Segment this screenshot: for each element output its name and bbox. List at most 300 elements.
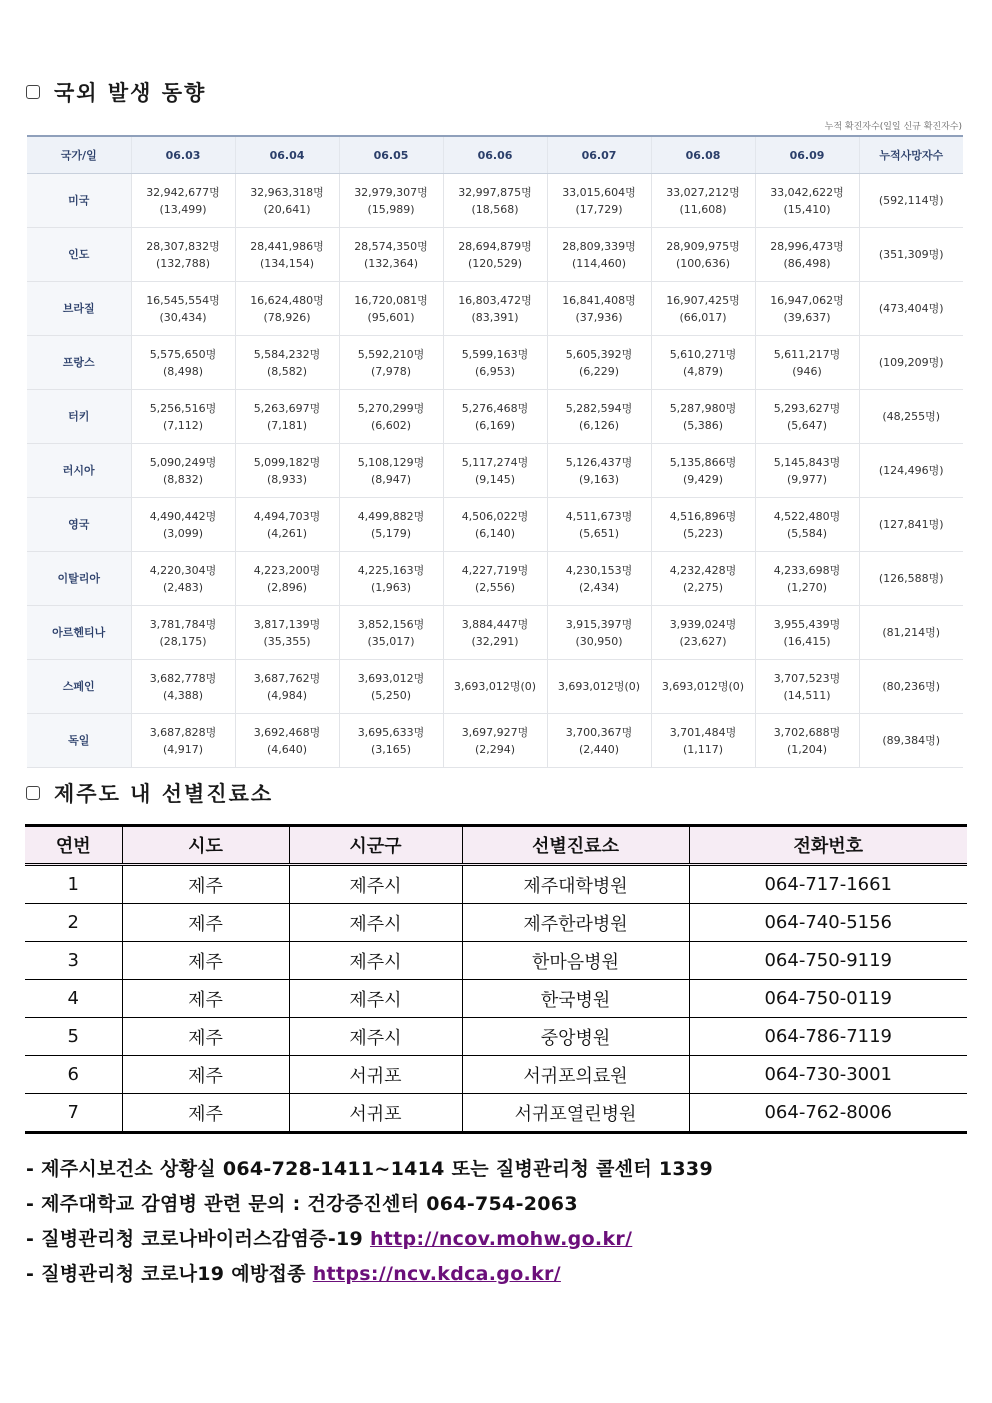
cumulative-cases: 32,979,307명 bbox=[354, 185, 428, 199]
checkbox-square-icon bbox=[26, 786, 40, 800]
case-count-cell bbox=[755, 552, 859, 606]
case-count-cell bbox=[755, 390, 859, 444]
daily-new-cases: (4,640) bbox=[266, 742, 308, 756]
cumulative-cases: 5,090,249명 bbox=[149, 455, 217, 469]
cumulative-cases: 5,610,271명 bbox=[669, 347, 737, 361]
country-name: 아르헨티나 bbox=[27, 606, 131, 660]
cumulative-cases: 16,803,472명 bbox=[458, 293, 532, 307]
daily-new-cases: (8,947) bbox=[370, 472, 412, 486]
phone-number: 064-762-8006 bbox=[689, 1094, 967, 1133]
daily-new-cases: (2,556) bbox=[474, 580, 516, 594]
cumulative-cases: 5,263,697명 bbox=[253, 401, 321, 415]
cumulative-cases: 5,270,299명 bbox=[357, 401, 425, 415]
header-date: 06.07 bbox=[547, 136, 651, 174]
table-row bbox=[27, 606, 963, 660]
daily-new-cases: (6,229) bbox=[578, 364, 620, 378]
daily-new-cases: (6,126) bbox=[578, 418, 620, 432]
cumulative-cases: 3,693,012명(0) bbox=[661, 680, 745, 693]
case-count-cell bbox=[651, 228, 755, 282]
city: 제주시 bbox=[289, 904, 462, 942]
case-count-cell bbox=[131, 174, 235, 228]
cumulative-cases: 33,027,212명 bbox=[666, 185, 740, 199]
case-count-cell bbox=[547, 390, 651, 444]
case-count-cell bbox=[443, 444, 547, 498]
case-count-cell bbox=[131, 606, 235, 660]
daily-new-cases: (32,291) bbox=[471, 634, 519, 648]
daily-new-cases: (3,099) bbox=[162, 526, 204, 540]
clinic-name: 제주한라병원 bbox=[462, 904, 689, 942]
city: 서귀포 bbox=[289, 1094, 462, 1133]
case-count-cell bbox=[443, 390, 547, 444]
daily-new-cases: (6,169) bbox=[474, 418, 516, 432]
daily-new-cases: (5,179) bbox=[370, 526, 412, 540]
daily-new-cases: (4,917) bbox=[162, 742, 204, 756]
city: 서귀포 bbox=[289, 1056, 462, 1094]
table-row bbox=[27, 174, 963, 228]
daily-new-cases: (114,460) bbox=[571, 256, 627, 270]
case-count-cell bbox=[547, 336, 651, 390]
daily-new-cases: (4,984) bbox=[266, 688, 308, 702]
cumulative-cases: 3,701,484명 bbox=[669, 725, 737, 739]
country-name: 미국 bbox=[27, 174, 131, 228]
case-count-cell bbox=[235, 282, 339, 336]
cumulative-cases: 16,841,408명 bbox=[562, 293, 636, 307]
cumulative-deaths: (126,588명) bbox=[859, 552, 963, 606]
daily-new-cases: (2,440) bbox=[578, 742, 620, 756]
cumulative-cases: 28,996,473명 bbox=[770, 239, 844, 253]
case-count-cell bbox=[131, 714, 235, 768]
daily-new-cases: (5,250) bbox=[370, 688, 412, 702]
contact-line bbox=[26, 1222, 713, 1257]
cumulative-cases: 28,694,879명 bbox=[458, 239, 532, 253]
cumulative-cases: 3,817,139명 bbox=[253, 617, 321, 631]
table-row bbox=[27, 336, 963, 390]
cumulative-cases: 3,687,828명 bbox=[149, 725, 217, 739]
cumulative-cases: 5,575,650명 bbox=[149, 347, 217, 361]
cumulative-cases: 16,720,081명 bbox=[354, 293, 428, 307]
province: 제주 bbox=[122, 865, 289, 904]
country-name: 인도 bbox=[27, 228, 131, 282]
cumulative-cases: 5,135,866명 bbox=[669, 455, 737, 469]
case-count-cell bbox=[547, 660, 651, 714]
cumulative-cases: 5,099,182명 bbox=[253, 455, 321, 469]
table-header-row bbox=[27, 136, 963, 174]
header-date: 06.05 bbox=[339, 136, 443, 174]
country-name: 독일 bbox=[27, 714, 131, 768]
section-title-text: 국외 발생 동향 bbox=[54, 81, 207, 105]
cumulative-cases: 3,697,927명 bbox=[461, 725, 529, 739]
table-row bbox=[27, 714, 963, 768]
city: 제주시 bbox=[289, 942, 462, 980]
header-province: 시도 bbox=[122, 826, 289, 865]
case-count-cell bbox=[131, 498, 235, 552]
daily-new-cases: (18,568) bbox=[471, 202, 519, 216]
cumulative-cases: 28,307,832명 bbox=[146, 239, 220, 253]
province: 제주 bbox=[122, 980, 289, 1018]
daily-new-cases: (3,165) bbox=[370, 742, 412, 756]
case-count-cell bbox=[131, 390, 235, 444]
daily-new-cases: (37,936) bbox=[575, 310, 623, 324]
external-link[interactable]: http://ncov.mohw.go.kr/ bbox=[369, 1228, 633, 1250]
cumulative-deaths: (48,255명) bbox=[859, 390, 963, 444]
daily-new-cases: (28,175) bbox=[159, 634, 207, 648]
daily-new-cases: (5,647) bbox=[786, 418, 828, 432]
section-title-clinics bbox=[26, 778, 273, 808]
table-header-row bbox=[25, 826, 967, 865]
cumulative-cases: 4,232,428명 bbox=[669, 563, 737, 577]
case-count-cell bbox=[755, 498, 859, 552]
daily-new-cases: (30,950) bbox=[575, 634, 623, 648]
contact-info bbox=[26, 1152, 713, 1292]
table-row bbox=[25, 1018, 967, 1056]
daily-new-cases: (7,181) bbox=[266, 418, 308, 432]
case-count-cell bbox=[339, 660, 443, 714]
cumulative-cases: 4,516,896명 bbox=[669, 509, 737, 523]
case-count-cell bbox=[651, 390, 755, 444]
daily-new-cases: (120,529) bbox=[467, 256, 523, 270]
case-count-cell bbox=[755, 606, 859, 660]
cumulative-deaths: (127,841명) bbox=[859, 498, 963, 552]
case-count-cell bbox=[755, 714, 859, 768]
daily-new-cases: (83,391) bbox=[471, 310, 519, 324]
cumulative-cases: 3,682,778명 bbox=[149, 671, 217, 685]
cumulative-cases: 5,599,163명 bbox=[461, 347, 529, 361]
cumulative-deaths: (473,404명) bbox=[859, 282, 963, 336]
header-date: 06.08 bbox=[651, 136, 755, 174]
header-date: 06.04 bbox=[235, 136, 339, 174]
clinic-name: 한마음병원 bbox=[462, 942, 689, 980]
daily-new-cases: (11,608) bbox=[679, 202, 727, 216]
phone-number: 064-750-9119 bbox=[689, 942, 967, 980]
cumulative-cases: 3,955,439명 bbox=[773, 617, 841, 631]
case-count-cell bbox=[547, 174, 651, 228]
case-count-cell bbox=[443, 606, 547, 660]
cumulative-cases: 3,695,633명 bbox=[357, 725, 425, 739]
daily-new-cases: (23,627) bbox=[679, 634, 727, 648]
daily-new-cases: (8,582) bbox=[266, 364, 308, 378]
daily-new-cases: (15,989) bbox=[367, 202, 415, 216]
cumulative-cases: 4,230,153명 bbox=[565, 563, 633, 577]
row-number: 4 bbox=[25, 980, 122, 1018]
case-count-cell bbox=[651, 174, 755, 228]
case-count-cell bbox=[131, 282, 235, 336]
cumulative-cases: 4,506,022명 bbox=[461, 509, 529, 523]
cumulative-cases: 5,117,274명 bbox=[461, 455, 529, 469]
country-name: 러시아 bbox=[27, 444, 131, 498]
daily-new-cases: (14,511) bbox=[783, 688, 831, 702]
cumulative-cases: 5,611,217명 bbox=[773, 347, 841, 361]
case-count-cell bbox=[339, 606, 443, 660]
case-count-cell bbox=[547, 714, 651, 768]
daily-new-cases: (1,117) bbox=[682, 742, 724, 756]
cumulative-cases: 5,293,627명 bbox=[773, 401, 841, 415]
country-name: 스페인 bbox=[27, 660, 131, 714]
table-row bbox=[27, 660, 963, 714]
cumulative-cases: 28,909,975명 bbox=[666, 239, 740, 253]
cumulative-cases: 28,809,339명 bbox=[562, 239, 636, 253]
case-count-cell bbox=[651, 714, 755, 768]
daily-new-cases: (132,788) bbox=[155, 256, 211, 270]
case-count-cell bbox=[443, 714, 547, 768]
cumulative-cases: 32,963,318명 bbox=[250, 185, 324, 199]
daily-new-cases: (8,832) bbox=[162, 472, 204, 486]
case-count-cell bbox=[651, 660, 755, 714]
province: 제주 bbox=[122, 942, 289, 980]
province: 제주 bbox=[122, 1094, 289, 1133]
case-count-cell bbox=[235, 336, 339, 390]
case-count-cell bbox=[235, 174, 339, 228]
case-count-cell bbox=[339, 228, 443, 282]
daily-new-cases: (5,386) bbox=[682, 418, 724, 432]
daily-new-cases: (6,602) bbox=[370, 418, 412, 432]
case-count-cell bbox=[235, 606, 339, 660]
contact-line bbox=[26, 1257, 713, 1292]
header-country-date: 국가/일 bbox=[27, 136, 131, 174]
case-count-cell bbox=[339, 714, 443, 768]
case-count-cell bbox=[339, 282, 443, 336]
case-count-cell bbox=[131, 444, 235, 498]
cumulative-cases: 5,126,437명 bbox=[565, 455, 633, 469]
daily-new-cases: (35,017) bbox=[367, 634, 415, 648]
cumulative-cases: 4,522,480명 bbox=[773, 509, 841, 523]
daily-new-cases: (30,434) bbox=[159, 310, 207, 324]
cumulative-cases: 3,692,468명 bbox=[253, 725, 321, 739]
daily-new-cases: (9,977) bbox=[786, 472, 828, 486]
case-count-cell bbox=[235, 498, 339, 552]
cumulative-deaths: (124,496명) bbox=[859, 444, 963, 498]
case-count-cell bbox=[443, 228, 547, 282]
case-count-cell bbox=[755, 174, 859, 228]
contact-text: - 제주시보건소 상황실 064-728-1411~1414 또는 질병관리청 콜센터 1339 bbox=[26, 1158, 713, 1180]
daily-new-cases: (2,434) bbox=[578, 580, 620, 594]
case-count-cell bbox=[651, 498, 755, 552]
case-count-cell bbox=[131, 552, 235, 606]
cumulative-cases: 3,693,012명(0) bbox=[557, 680, 641, 693]
daily-new-cases: (39,637) bbox=[783, 310, 831, 324]
city: 제주시 bbox=[289, 865, 462, 904]
case-count-cell bbox=[651, 606, 755, 660]
table-row bbox=[27, 444, 963, 498]
cumulative-deaths: (89,384명) bbox=[859, 714, 963, 768]
cumulative-cases: 33,042,622명 bbox=[770, 185, 844, 199]
cumulative-cases: 3,693,012명(0) bbox=[453, 680, 537, 693]
daily-new-cases: (5,223) bbox=[682, 526, 724, 540]
contact-text: - 질병관리청 코로나19 예방접종 bbox=[26, 1263, 313, 1285]
cumulative-cases: 5,256,516명 bbox=[149, 401, 217, 415]
daily-new-cases: (1,963) bbox=[370, 580, 412, 594]
case-count-cell bbox=[755, 660, 859, 714]
case-count-cell bbox=[339, 336, 443, 390]
case-count-cell bbox=[443, 282, 547, 336]
table-row bbox=[25, 1094, 967, 1133]
daily-new-cases: (17,729) bbox=[575, 202, 623, 216]
cumulative-cases: 33,015,604명 bbox=[562, 185, 636, 199]
clinic-name: 중앙병원 bbox=[462, 1018, 689, 1056]
daily-new-cases: (1,270) bbox=[786, 580, 828, 594]
clinic-name: 제주대학병원 bbox=[462, 865, 689, 904]
cumulative-deaths: (81,214명) bbox=[859, 606, 963, 660]
cumulative-cases: 32,942,677명 bbox=[146, 185, 220, 199]
overseas-cases-table bbox=[27, 135, 963, 768]
table-row bbox=[25, 865, 967, 904]
cumulative-cases: 16,947,062명 bbox=[770, 293, 844, 307]
cumulative-cases: 5,276,468명 bbox=[461, 401, 529, 415]
cumulative-cases: 3,693,012명 bbox=[357, 671, 425, 685]
case-count-cell bbox=[339, 444, 443, 498]
table-row bbox=[27, 552, 963, 606]
cumulative-cases: 5,145,843명 bbox=[773, 455, 841, 469]
cumulative-cases: 5,282,594명 bbox=[565, 401, 633, 415]
cumulative-cases: 3,915,397명 bbox=[565, 617, 633, 631]
case-count-cell bbox=[131, 336, 235, 390]
case-count-cell bbox=[235, 390, 339, 444]
cumulative-cases: 5,584,232명 bbox=[253, 347, 321, 361]
row-number: 3 bbox=[25, 942, 122, 980]
screening-clinics-table bbox=[25, 824, 967, 1134]
daily-new-cases: (132,364) bbox=[363, 256, 419, 270]
daily-new-cases: (7,112) bbox=[162, 418, 204, 432]
daily-new-cases: (15,410) bbox=[783, 202, 831, 216]
cumulative-cases: 5,287,980명 bbox=[669, 401, 737, 415]
case-count-cell bbox=[547, 282, 651, 336]
daily-new-cases: (16,415) bbox=[783, 634, 831, 648]
case-count-cell bbox=[235, 444, 339, 498]
case-count-cell bbox=[443, 174, 547, 228]
cumulative-cases: 4,494,703명 bbox=[253, 509, 321, 523]
daily-new-cases: (9,145) bbox=[474, 472, 516, 486]
daily-new-cases: (5,584) bbox=[786, 526, 828, 540]
daily-new-cases: (2,294) bbox=[474, 742, 516, 756]
case-count-cell bbox=[651, 552, 755, 606]
phone-number: 064-730-3001 bbox=[689, 1056, 967, 1094]
header-date: 06.09 bbox=[755, 136, 859, 174]
header-phone: 전화번호 bbox=[689, 826, 967, 865]
daily-new-cases: (4,261) bbox=[266, 526, 308, 540]
phone-number: 064-717-1661 bbox=[689, 865, 967, 904]
contact-text: - 제주대학교 감염병 관련 문의 : 건강증진센터 064-754-2063 bbox=[26, 1193, 578, 1215]
case-count-cell bbox=[339, 498, 443, 552]
row-number: 7 bbox=[25, 1094, 122, 1133]
cumulative-cases: 4,227,719명 bbox=[461, 563, 529, 577]
row-number: 2 bbox=[25, 904, 122, 942]
case-count-cell bbox=[339, 552, 443, 606]
cumulative-deaths: (109,209명) bbox=[859, 336, 963, 390]
country-name: 프랑스 bbox=[27, 336, 131, 390]
header-clinic: 선별진료소 bbox=[462, 826, 689, 865]
case-count-cell bbox=[235, 228, 339, 282]
daily-new-cases: (86,498) bbox=[783, 256, 831, 270]
section-title-text: 제주도 내 선별진료소 bbox=[54, 782, 274, 806]
cumulative-cases: 3,781,784명 bbox=[149, 617, 217, 631]
cumulative-cases: 3,939,024명 bbox=[669, 617, 737, 631]
daily-new-cases: (946) bbox=[792, 364, 822, 378]
cumulative-cases: 5,592,210명 bbox=[357, 347, 425, 361]
table-row bbox=[25, 942, 967, 980]
province: 제주 bbox=[122, 1018, 289, 1056]
case-count-cell bbox=[755, 336, 859, 390]
header-city: 시군구 bbox=[289, 826, 462, 865]
daily-new-cases: (100,636) bbox=[675, 256, 731, 270]
header-date: 06.03 bbox=[131, 136, 235, 174]
country-name: 영국 bbox=[27, 498, 131, 552]
case-count-cell bbox=[235, 714, 339, 768]
contact-line bbox=[26, 1187, 713, 1222]
header-number: 연번 bbox=[25, 826, 122, 865]
case-count-cell bbox=[651, 282, 755, 336]
contact-text: - 질병관리청 코로나바이러스감염증-19 bbox=[26, 1228, 370, 1250]
table-row bbox=[25, 980, 967, 1018]
clinic-name: 한국병원 bbox=[462, 980, 689, 1018]
external-link[interactable]: https://ncv.kdca.go.kr/ bbox=[312, 1263, 561, 1285]
cumulative-deaths: (592,114명) bbox=[859, 174, 963, 228]
cumulative-cases: 4,233,698명 bbox=[773, 563, 841, 577]
table-row bbox=[27, 390, 963, 444]
row-number: 6 bbox=[25, 1056, 122, 1094]
contact-line bbox=[26, 1152, 713, 1187]
daily-new-cases: (4,388) bbox=[162, 688, 204, 702]
daily-new-cases: (13,499) bbox=[159, 202, 207, 216]
case-count-cell bbox=[339, 174, 443, 228]
daily-new-cases: (1,204) bbox=[786, 742, 828, 756]
city: 제주시 bbox=[289, 1018, 462, 1056]
daily-new-cases: (95,601) bbox=[367, 310, 415, 324]
case-count-cell bbox=[131, 660, 235, 714]
country-name: 이탈리아 bbox=[27, 552, 131, 606]
header-date: 06.06 bbox=[443, 136, 547, 174]
daily-new-cases: (20,641) bbox=[263, 202, 311, 216]
row-number: 1 bbox=[25, 865, 122, 904]
case-count-cell bbox=[547, 606, 651, 660]
cumulative-cases: 3,852,156명 bbox=[357, 617, 425, 631]
cumulative-deaths: (351,309명) bbox=[859, 228, 963, 282]
country-name: 브라질 bbox=[27, 282, 131, 336]
clinic-name: 서귀포의료원 bbox=[462, 1056, 689, 1094]
daily-new-cases: (4,879) bbox=[682, 364, 724, 378]
cumulative-cases: 28,574,350명 bbox=[354, 239, 428, 253]
daily-new-cases: (5,651) bbox=[578, 526, 620, 540]
case-count-cell bbox=[755, 444, 859, 498]
cumulative-cases: 3,702,688명 bbox=[773, 725, 841, 739]
case-count-cell bbox=[755, 282, 859, 336]
daily-new-cases: (8,933) bbox=[266, 472, 308, 486]
cumulative-cases: 4,499,882명 bbox=[357, 509, 425, 523]
case-count-cell bbox=[547, 444, 651, 498]
province: 제주 bbox=[122, 904, 289, 942]
cumulative-cases: 4,490,442명 bbox=[149, 509, 217, 523]
case-count-cell bbox=[235, 552, 339, 606]
daily-new-cases: (134,154) bbox=[259, 256, 315, 270]
daily-new-cases: (35,355) bbox=[263, 634, 311, 648]
daily-new-cases: (2,896) bbox=[266, 580, 308, 594]
cumulative-cases: 5,605,392명 bbox=[565, 347, 633, 361]
cumulative-cases: 32,997,875명 bbox=[458, 185, 532, 199]
daily-new-cases: (66,017) bbox=[679, 310, 727, 324]
case-count-cell bbox=[547, 498, 651, 552]
daily-new-cases: (2,483) bbox=[162, 580, 204, 594]
cumulative-cases: 4,225,163명 bbox=[357, 563, 425, 577]
daily-new-cases: (8,498) bbox=[162, 364, 204, 378]
cumulative-cases: 16,907,425명 bbox=[666, 293, 740, 307]
cumulative-cases: 3,707,523명 bbox=[773, 671, 841, 685]
case-count-cell bbox=[235, 660, 339, 714]
case-count-cell bbox=[339, 390, 443, 444]
cumulative-cases: 16,545,554명 bbox=[146, 293, 220, 307]
case-count-cell bbox=[651, 336, 755, 390]
city: 제주시 bbox=[289, 980, 462, 1018]
case-count-cell bbox=[547, 228, 651, 282]
row-number: 5 bbox=[25, 1018, 122, 1056]
header-cumulative-deaths: 누적사망자수 bbox=[859, 136, 963, 174]
